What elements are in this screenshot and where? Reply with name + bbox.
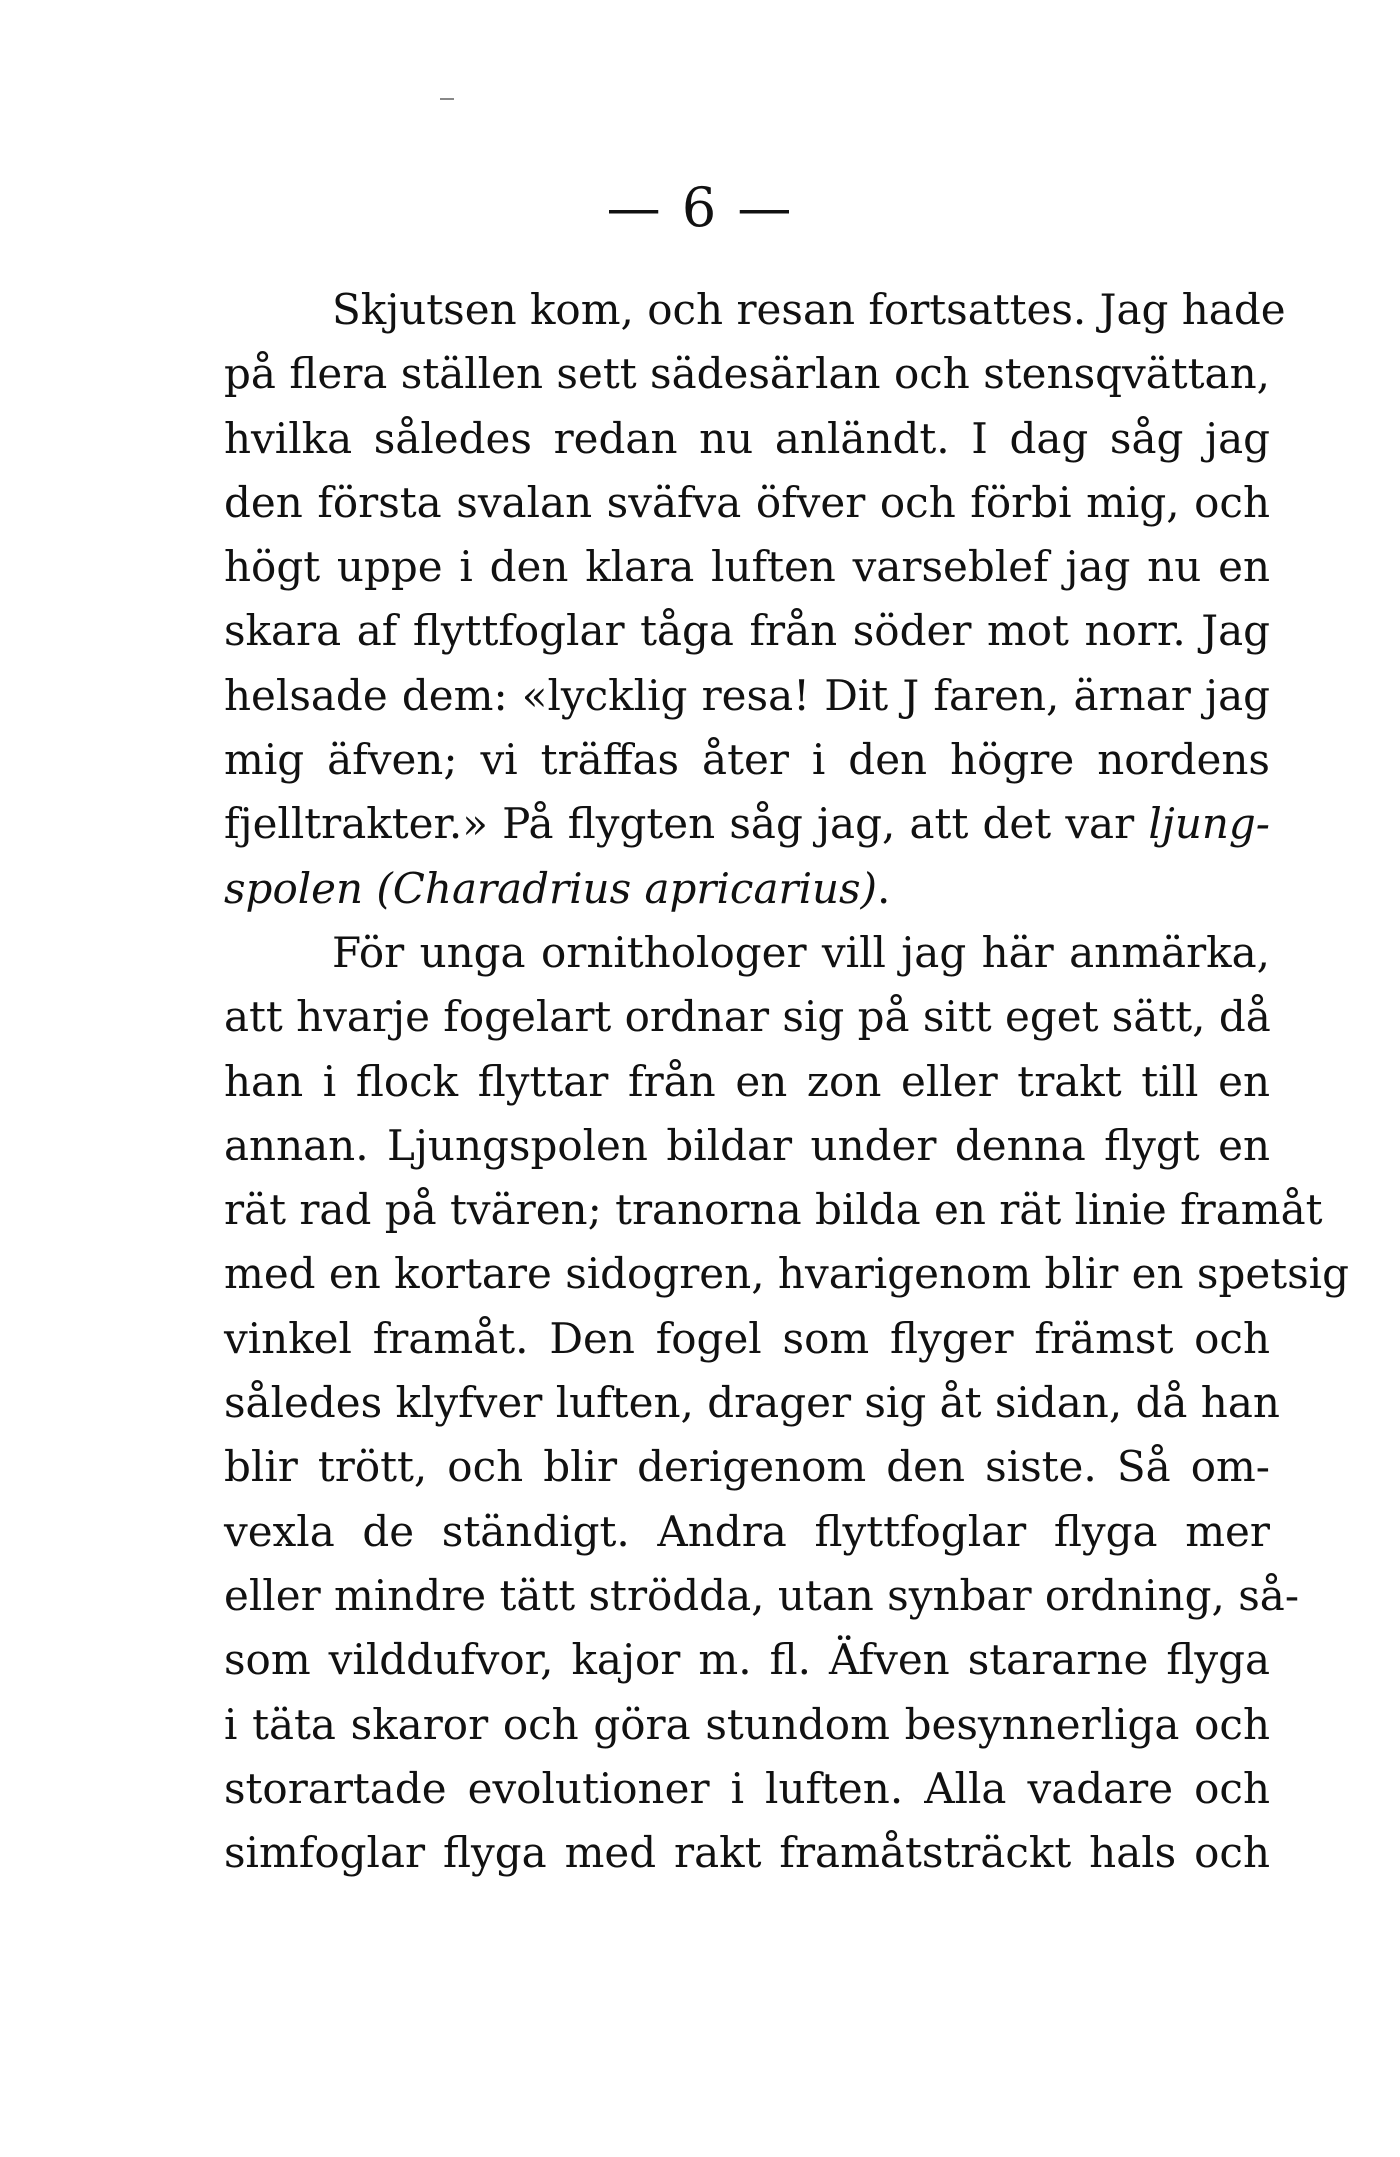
text-line xyxy=(224,1242,1349,1306)
text-line xyxy=(224,1114,1270,1178)
text-line xyxy=(224,599,1270,663)
text-segment: storartade evolutioner i luften. Alla vadare och xyxy=(224,1763,1270,1813)
text-line xyxy=(224,1821,1270,1885)
text-line xyxy=(224,1178,1323,1242)
text-line xyxy=(224,471,1270,535)
text-segment: Skjutsen kom, och resan fortsattes. Jag hade xyxy=(332,285,1286,334)
text-line xyxy=(224,1307,1270,1371)
text-line xyxy=(224,728,1270,792)
text-segment: eller mindre tätt strödda, utan synbar ordning, så- xyxy=(224,1570,1300,1620)
text-segment: . xyxy=(877,863,891,913)
text-segment: med en kortare sidogren, hvarigenom blir en spetsig xyxy=(224,1249,1349,1299)
text-line xyxy=(224,985,1270,1049)
text-line xyxy=(224,921,1270,985)
text-segment: vinkel framåt. Den fogel som flyger främst och xyxy=(224,1313,1270,1363)
text-line xyxy=(224,1050,1270,1114)
text-line xyxy=(224,342,1270,406)
text-segment: på flera ställen sett sädesärlan och stensqvättan, xyxy=(224,349,1270,399)
text-line xyxy=(224,1435,1270,1499)
text-line xyxy=(224,1500,1270,1564)
text-line xyxy=(224,664,1270,728)
text-segment: vexla de ständigt. Andra flyttfoglar flyga mer xyxy=(224,1506,1270,1556)
text-line xyxy=(224,1371,1280,1435)
paragraph xyxy=(224,278,1286,921)
text-line xyxy=(224,1628,1270,1692)
text-segment: helsade dem: «lycklig resa! Dit J faren, ärnar jag xyxy=(224,670,1270,720)
text-segment: att hvarje fogelart ordnar sig på sitt eget sätt, då xyxy=(224,992,1271,1042)
text-segment: den första svalan sväfva öfver och förbi mig, och xyxy=(224,477,1270,527)
text-line xyxy=(224,1693,1270,1757)
text-line xyxy=(224,1757,1270,1821)
text-segment: som vilddufvor, kajor m. fl. Äfven stararne flyga xyxy=(224,1635,1270,1685)
text-line xyxy=(224,407,1270,471)
text-segment: För unga ornithologer vill jag här anmärka, xyxy=(332,927,1270,977)
text-segment: mig äfven; vi träffas åter i den högre nordens xyxy=(224,735,1270,785)
text-segment: han i flock flyttar från en zon eller trakt till en xyxy=(224,1056,1270,1106)
body-text xyxy=(224,278,1349,1885)
text-line xyxy=(224,1564,1300,1628)
text-segment: i täta skaror och göra stundom besynnerliga och xyxy=(224,1699,1270,1749)
text-line xyxy=(224,857,1270,921)
italic-segment: spolen (Charadrius apricarius) xyxy=(224,863,877,913)
print-speck xyxy=(440,98,454,100)
page-number: — 6 — xyxy=(606,176,794,239)
text-segment: blir trött, och blir derigenom den siste. Så om- xyxy=(224,1442,1270,1492)
text-segment: annan. Ljungspolen bildar under denna flygt en xyxy=(224,1120,1270,1170)
text-segment: således klyfver luften, drager sig åt sidan, då han xyxy=(224,1378,1280,1428)
text-segment: högt uppe i den klara luften varseblef jag nu en xyxy=(224,542,1270,592)
text-segment: skara af flyttfoglar tåga från söder mot norr. Jag xyxy=(224,606,1270,656)
text-line xyxy=(224,792,1270,856)
text-line xyxy=(224,535,1270,599)
text-segment: fjelltrakter.» På flygten såg jag, att det var xyxy=(224,799,1149,849)
text-segment: rät rad på tvären; tranorna bilda en rät linie framåt xyxy=(224,1185,1323,1235)
paragraph xyxy=(224,921,1349,1885)
text-segment: simfoglar flyga med rakt framåtsträckt hals och xyxy=(224,1828,1270,1878)
text-segment: hvilka således redan nu anländt. I dag såg jag xyxy=(224,413,1270,463)
text-line xyxy=(224,278,1286,342)
italic-segment: ljung- xyxy=(1148,799,1270,849)
